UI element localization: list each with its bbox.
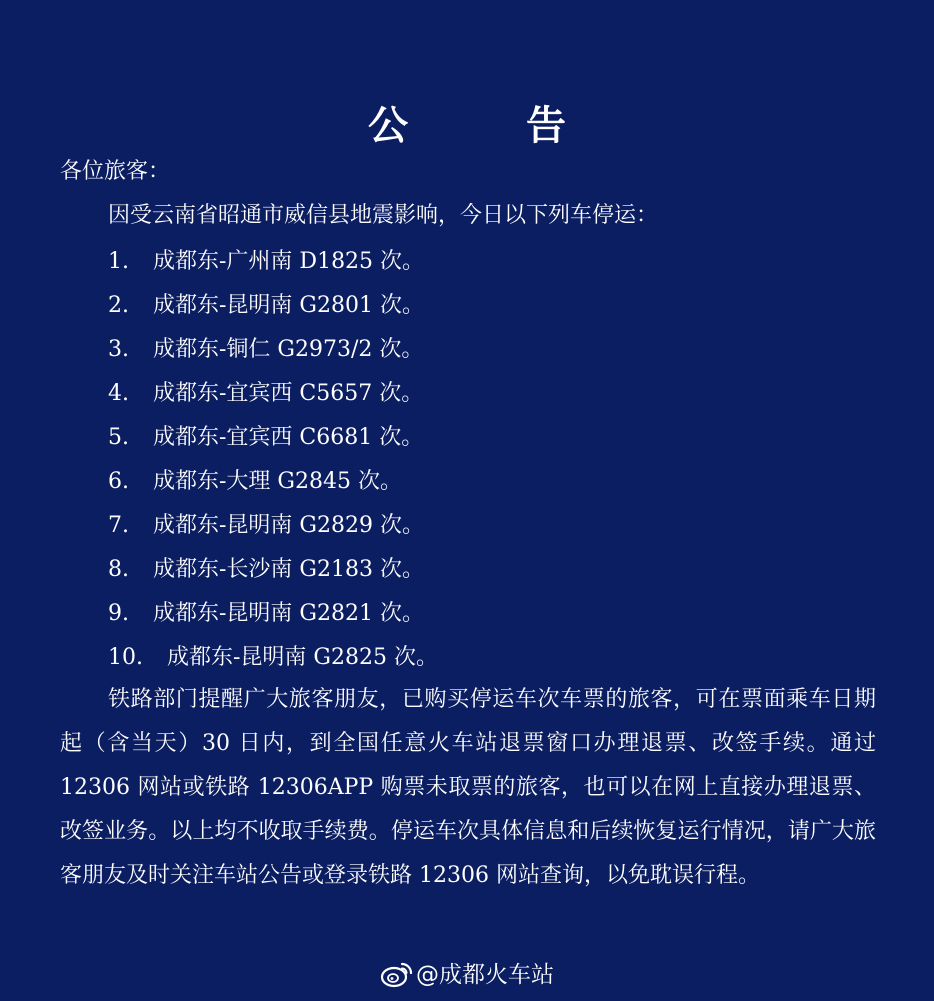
weibo-watermark [0,955,934,995]
list-item [108,548,438,592]
list-item [108,372,438,416]
train-info: 成都东-昆明南 G2825 次。 [167,645,438,670]
list-item [108,504,438,548]
train-info: 成都东-铜仁 G2973/2 次。 [153,337,424,362]
item-number: 4. [108,381,129,406]
item-number: 9. [108,601,129,626]
train-info: 成都东-宜宾西 C5657 次。 [153,381,424,406]
item-number: 5. [108,425,129,450]
train-info: 成都东-广州南 D1825 次。 [153,249,425,274]
train-info: 成都东-昆明南 G2829 次。 [153,513,424,538]
train-info: 成都东-昆明南 G2801 次。 [153,293,424,318]
intro-paragraph: 因受云南省昭通市威信县地震影响，今日以下列车停运： [108,203,659,228]
list-item [108,328,438,372]
weibo-icon [380,960,414,988]
item-number: 7. [108,513,129,538]
item-number: 6. [108,469,129,494]
item-number: 1. [108,249,129,274]
list-item [108,284,438,328]
list-item [108,416,438,460]
item-number: 2. [108,293,129,318]
notice-paragraph: 铁路部门提醒广大旅客朋友，已购买停运车次车票的旅客，可在票面乘车日期起（含当天）30 日内，到全国任意火车站退票窗口办理退票、改签手续。通过 12306 网站或铁路 12306APP 购票未取票的旅客，也可以在网上直接办理退票、改签业务。以上均不收取手续费。停运车次具体信息和后续恢复运行情况，请广大旅客朋友及时关注车站公告或登录铁路 12306 网站查询，以免耽误行程。 [60,687,876,888]
suspended-train-list [108,240,438,680]
item-number: 8. [108,557,129,582]
train-info: 成都东-昆明南 G2821 次。 [153,601,424,626]
item-number: 10. [108,645,143,670]
list-item [108,460,438,504]
list-item [108,636,438,680]
list-item [108,240,438,284]
watermark-text: @成都火车站 [416,962,554,988]
page-title: 公 告 [368,102,618,149]
train-info: 成都东-长沙南 G2183 次。 [153,557,424,582]
train-info: 成都东-宜宾西 C6681 次。 [153,425,424,450]
greeting: 各位旅客： [60,159,171,184]
item-number: 3. [108,337,129,362]
list-item [108,592,438,636]
train-info: 成都东-大理 G2845 次。 [153,469,402,494]
